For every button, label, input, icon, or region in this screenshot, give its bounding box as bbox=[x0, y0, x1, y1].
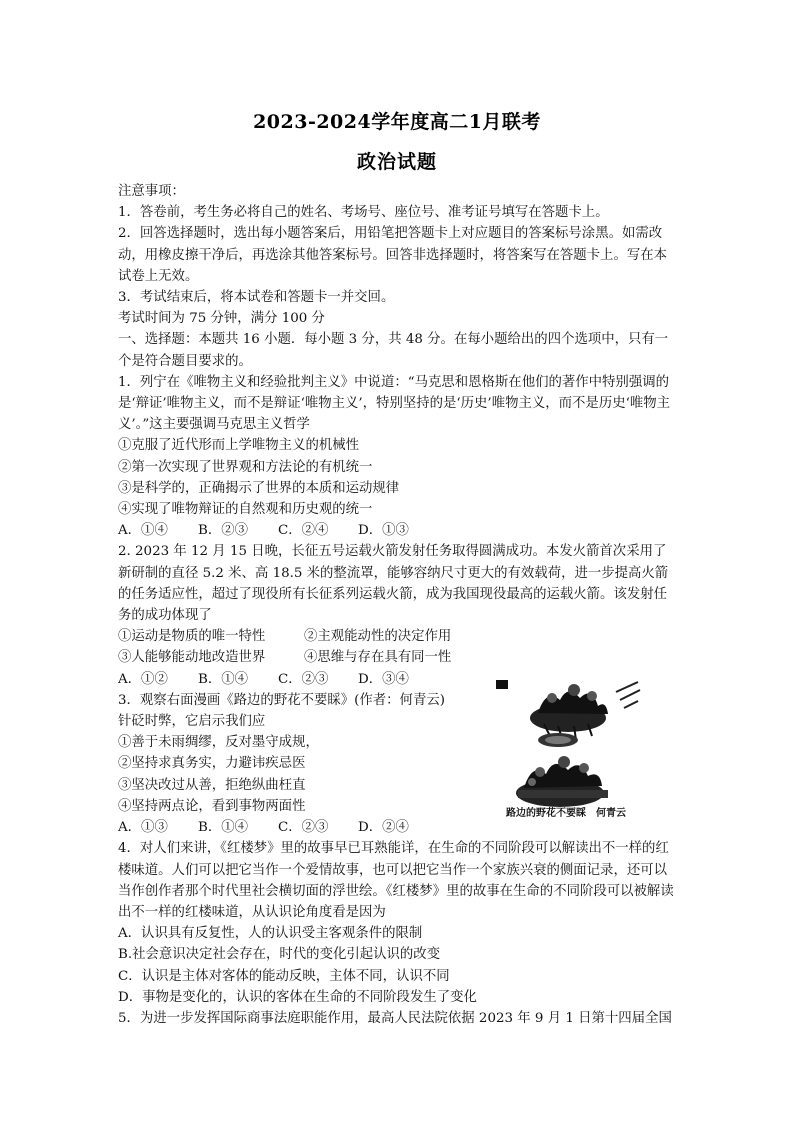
section-heading: 一、选择题：本题共 16 小题．每小题 3 分，共 48 分。在每小题给出的四个选项中，只有一个是符合题目要求的。 bbox=[118, 332, 669, 369]
q4-option-b: B.社会意识决定社会存在，时代的变化引起认识的改变 bbox=[118, 947, 441, 963]
q2-stem: 2. 2023 年 12 月 15 日晚，长征五号运载火箭发射任务取得圆满成功。本发火箭首次采用了新研制的直径 5.2 米、高 18.5 米的整流罩，能够容纳尺寸更大的有效载荷，进一步提高火箭的任务适应性，超过了现役所有长征系列运载火箭，成为我国现役最高的运载火箭。该发射任务的成功体现了 bbox=[118, 544, 669, 624]
q1-item-1: ①克服了近代形而上学唯物主义的机械性 bbox=[118, 438, 360, 454]
q2-items-row-1 bbox=[118, 626, 676, 647]
q1-item-2: ②第一次实现了世界观和方法论的有机统一 bbox=[118, 459, 373, 475]
q1-option-d: D．①③ bbox=[358, 523, 409, 539]
q4-option-c: C．认识是主体对客体的能动反映，主体不同，认识不同 bbox=[118, 968, 450, 984]
notice-heading: 注意事项： bbox=[118, 184, 185, 199]
comic-illustration bbox=[488, 678, 658, 823]
q4-stem: 4．对人们来讲，《红楼梦》里的故事早已耳熟能详，在生命的不同阶段可以解读出不一样的红楼味道。人们可以把它当作一个爱情故事，也可以把它当作一个家族兴衰的侧面记录，还可以当作创作者那个时代里社会横切面的浮世绘。《红楼梦》里的故事在生命的不同阶段可以被解读出不一样的红楼味道，从认识论角度看是因为 bbox=[118, 841, 674, 920]
q1-item-4: ④实现了唯物辩证的自然观和历史观的统一 bbox=[118, 502, 373, 518]
q2-option-c: C．②③ bbox=[278, 671, 329, 687]
q1-item-3: ③是科学的，正确揭示了世界的本质和运动规律 bbox=[118, 480, 400, 496]
comic-motion-lines bbox=[616, 682, 640, 708]
q3-item-4: ④坚持两点论，看到事物两面性 bbox=[118, 798, 306, 814]
q2-item-2: ②主观能动性的决定作用 bbox=[304, 629, 452, 645]
q3-stem-line-2: 针砭时弊，它启示我们应 bbox=[118, 714, 266, 730]
q2-item-1: ①运动是物质的唯一特性 bbox=[118, 629, 266, 645]
q1-stem: 1．列宁在《唯物主义和经验批判主义》中说道：“马克思和恩格斯在他们的著作中特别强调的是‘辩证’唯物主义，而不是辩证‘唯物主义’，特别坚持的是‘历史’唯物主义，而不是历史‘唯物主义’。”这主要强调马克思主义哲学 bbox=[118, 374, 671, 433]
exam-subject: 政治试题 bbox=[356, 151, 437, 173]
q1-option-c: C．②④ bbox=[278, 523, 329, 539]
q3-option-a: A．①③ bbox=[118, 820, 168, 836]
q2-item-3: ③人能够能动地改造世界 bbox=[118, 650, 266, 666]
q4-option-d: D．事物是变化的，认识的客体在生命的不同阶段发生了变化 bbox=[118, 989, 477, 1005]
q3-item-2: ②坚持求真务实，力避讳疾忌医 bbox=[118, 756, 306, 772]
q2-option-a: A．①② bbox=[118, 671, 168, 687]
q5-stem: 5．为进一步发挥国际商事法庭职能作用，最高人民法院依据 2023 年 9 月 1 日第十四届全国 bbox=[118, 1010, 672, 1026]
q3-stem-line-1: 3．观察右面漫画《路边的野花不要睬》(作者：何青云) bbox=[118, 692, 445, 708]
q3-option-c: C．②③ bbox=[278, 820, 329, 836]
q3-item-1: ①善于未雨绸缪，反对墨守成规， bbox=[118, 735, 319, 751]
comic-flower-lower bbox=[516, 756, 608, 807]
q4-option-a: A．认识具有反复性，人的认识受主客观条件的限制 bbox=[118, 926, 423, 942]
q2-option-d: D．③④ bbox=[358, 671, 409, 687]
q2-items-row-2 bbox=[118, 647, 676, 668]
exam-content bbox=[118, 181, 676, 1029]
exam-time-info: 考试时间为 75 分钟，满分 100 分 bbox=[118, 311, 325, 327]
comic-caption: 路边的野花不要睬 何青云 bbox=[506, 808, 626, 819]
q3-item-3: ③坚决改过从善，拒绝纵曲枉直 bbox=[118, 777, 306, 793]
q2-option-b: B．①④ bbox=[198, 671, 249, 687]
comic-flower-upper bbox=[530, 684, 608, 740]
q3-option-d: D．②④ bbox=[358, 820, 409, 836]
q1-options bbox=[118, 520, 676, 541]
notice-item-1: 1．答卷前，考生务必将自己的姓名、考场号、座位号、准考证号填写在答题卡上。 bbox=[118, 205, 609, 221]
notice-item-2: 2．回答选择题时，选出每小题答案后，用铅笔把答题卡上对应题目的答案标号涂黑。如需改动，用橡皮擦干净后，再选涂其他答案标号。回答非选择题时，将答案写在答题卡上。写在本试卷上无效。 bbox=[118, 226, 668, 284]
q3-option-b: B．①④ bbox=[198, 820, 249, 836]
exam-title: 2023-2024学年度高二1月联考 bbox=[253, 111, 541, 133]
q2-item-4: ④思维与存在具有同一性 bbox=[304, 650, 452, 666]
notice-item-3: 3．考试结束后，将本试卷和答题卡一并交回。 bbox=[118, 290, 395, 306]
q1-option-a: A．①④ bbox=[118, 523, 168, 539]
q1-option-b: B．②③ bbox=[198, 523, 249, 539]
comic-corner-mark bbox=[496, 680, 508, 689]
